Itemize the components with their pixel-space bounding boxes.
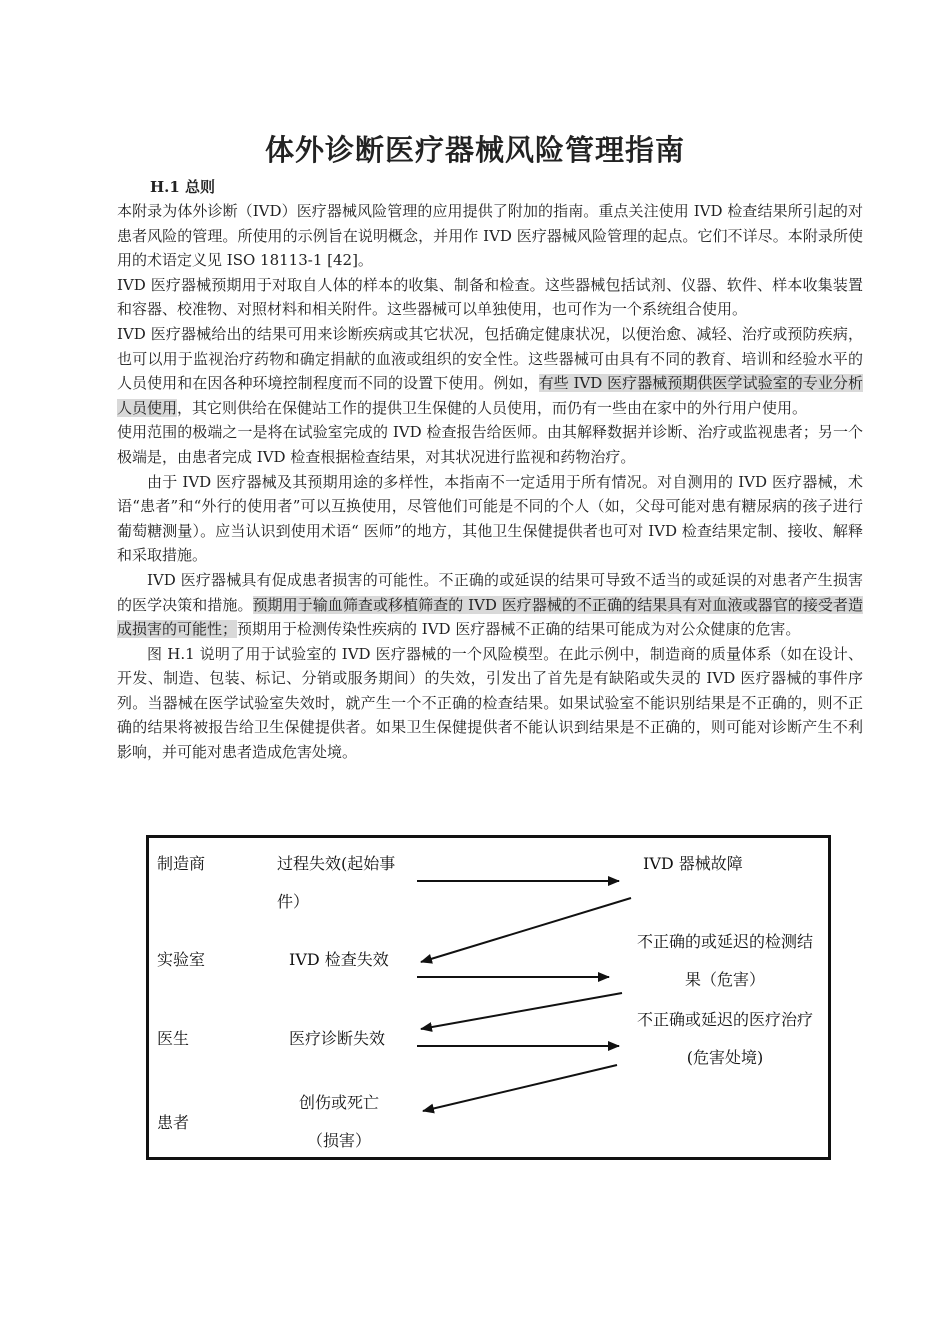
row-label-physician: 医生: [157, 1029, 190, 1048]
paragraph-6-text-b: 预期用于检测传染性疾病的 IVD 医疗器械不正确的结果可能成为对公众健康的危害。: [237, 620, 801, 639]
paragraph-3-text-a: IVD 医疗器械给出的结果可用来诊断疾病或其它状况，包括确定健康状况，以便治愈、减轻、治疗或预防疾病，也可以用于监视治疗药物和确定捐献的血液或组织的安全性。这些器械可由具有不同的教育、培训和经验水平的人员使用和在因各种环境控制程度而不同的设置下使用。例如，: [117, 324, 863, 393]
row-label-patient: 患者: [157, 1113, 190, 1132]
event-diagnosis-failure: 医疗诊断失效: [289, 1029, 386, 1048]
event-incorrect-result-line2: 果（危害）: [684, 970, 765, 989]
paragraph-6-highlight: 预期用于输血筛查或移植筛查的 IVD 医疗器械的不正确的结果具有对血液或器官的接受者造成损害的可能性；: [117, 595, 863, 639]
arrow-result-to-diagnosis: [421, 993, 622, 1029]
event-ivd-device-failure: IVD 器械故障: [643, 854, 743, 873]
section-heading: H.1 总则: [150, 178, 216, 196]
paragraph-2: IVD 医疗器械预期用于对取自人体的样本的收集、制备和检查。这些器械包括试剂、仪器、软件、样本收集装置和容器、校准物、对照材料和相关附件。这些器械可以单独使用，也可作为一个系统组合使用。: [117, 275, 863, 319]
event-process-failure-line1: 过程失效(起始事: [277, 854, 396, 873]
paragraph-6-text-a: IVD 医疗器械具有促成患者损害的可能性。不正确的或延误的结果可导致不适当的或延误的对患者产生损害的医学决策和措施。: [117, 570, 863, 614]
row-label-laboratory: 实验室: [157, 950, 206, 969]
arrow-device-to-lab: [421, 898, 631, 962]
paragraph-3: [117, 322, 863, 420]
paragraph-7: 图 H.1 说明了用于试验室的 IVD 医疗器械的一个风险模型。在此示例中，制造商的质量体系（如在设计、开发、制造、包装、标记、分销或服务期间）的失效，引发出了首先是有缺陷或失灵的 IVD 医疗器械的事件序列。当器械在医学试验室失效时，就产生一个不正确的检查结果。如果试验室不能识别结果是不正确的，则不正确的结果将被报告给卫生保健提供者。如果卫生保健提供者不能认识到结果是不正确的，则可能对诊断产生不利影响，并可能对患者造成危害处境。: [117, 644, 863, 762]
paragraph-5: 由于 IVD 医疗器械及其预期用途的多样性，本指南不一定适用于所有情况。对自测用的 IVD 医疗器械，术语“患者”和“外行的使用者”可以互换使用，尽管他们可能是不同的个人（如，父母可能对患有糖尿病的孩子进行葡萄糖测量）。应当认识到使用术语“ 医师”的地方，其他卫生保健提供者也可对 IVD 检查结果定制、接收、解释和采取措施。: [117, 472, 863, 565]
event-injury-death-line1: 创伤或死亡: [298, 1093, 379, 1112]
paragraph-6: [117, 568, 863, 642]
risk-model-diagram: [146, 835, 831, 1160]
event-incorrect-treatment-line2: (危害处境): [686, 1048, 764, 1067]
row-label-manufacturer: 制造商: [157, 854, 206, 873]
event-incorrect-result-line1: 不正确的或延迟的检测结: [636, 932, 813, 951]
arrow-treatment-to-injury: [423, 1065, 617, 1111]
paragraph-4: 使用范围的极端之一是将在试验室完成的 IVD 检查报告给医师。由其解释数据并诊断、治疗或监视患者；另一个极端是，由患者完成 IVD 检查根据检查结果，对其状况进行监视和药物治疗。: [117, 423, 863, 466]
page-title: 体外诊断医疗器械风险管理指南: [264, 133, 685, 167]
paragraph-3-highlight: 有些 IVD 医疗器械预期供医学试验室的专业分析人员使用: [117, 374, 863, 417]
event-injury-death-line2: （损害）: [306, 1131, 371, 1150]
paragraph-1: 本附录为体外诊断（IVD）医疗器械风险管理的应用提供了附加的指南。重点关注使用 IVD 检查结果所引起的对患者风险的管理。所使用的示例旨在说明概念，并用作 IVD 医疗器械风险管理的起点。它们不详尽。本附录所使用的术语定义见 ISO 18113-1 [42]。: [117, 202, 863, 270]
event-process-failure-line2: 件）: [277, 892, 310, 911]
document-body: [117, 199, 863, 765]
paragraph-3-text-b: ，其它则供给在保健站工作的提供卫生保健的人员使用，而仍有一些由在家中的外行用户使用。: [177, 398, 808, 417]
event-ivd-test-failure: IVD 检查失效: [289, 950, 389, 969]
event-incorrect-treatment-line1: 不正确或延迟的医疗治疗: [636, 1010, 813, 1029]
